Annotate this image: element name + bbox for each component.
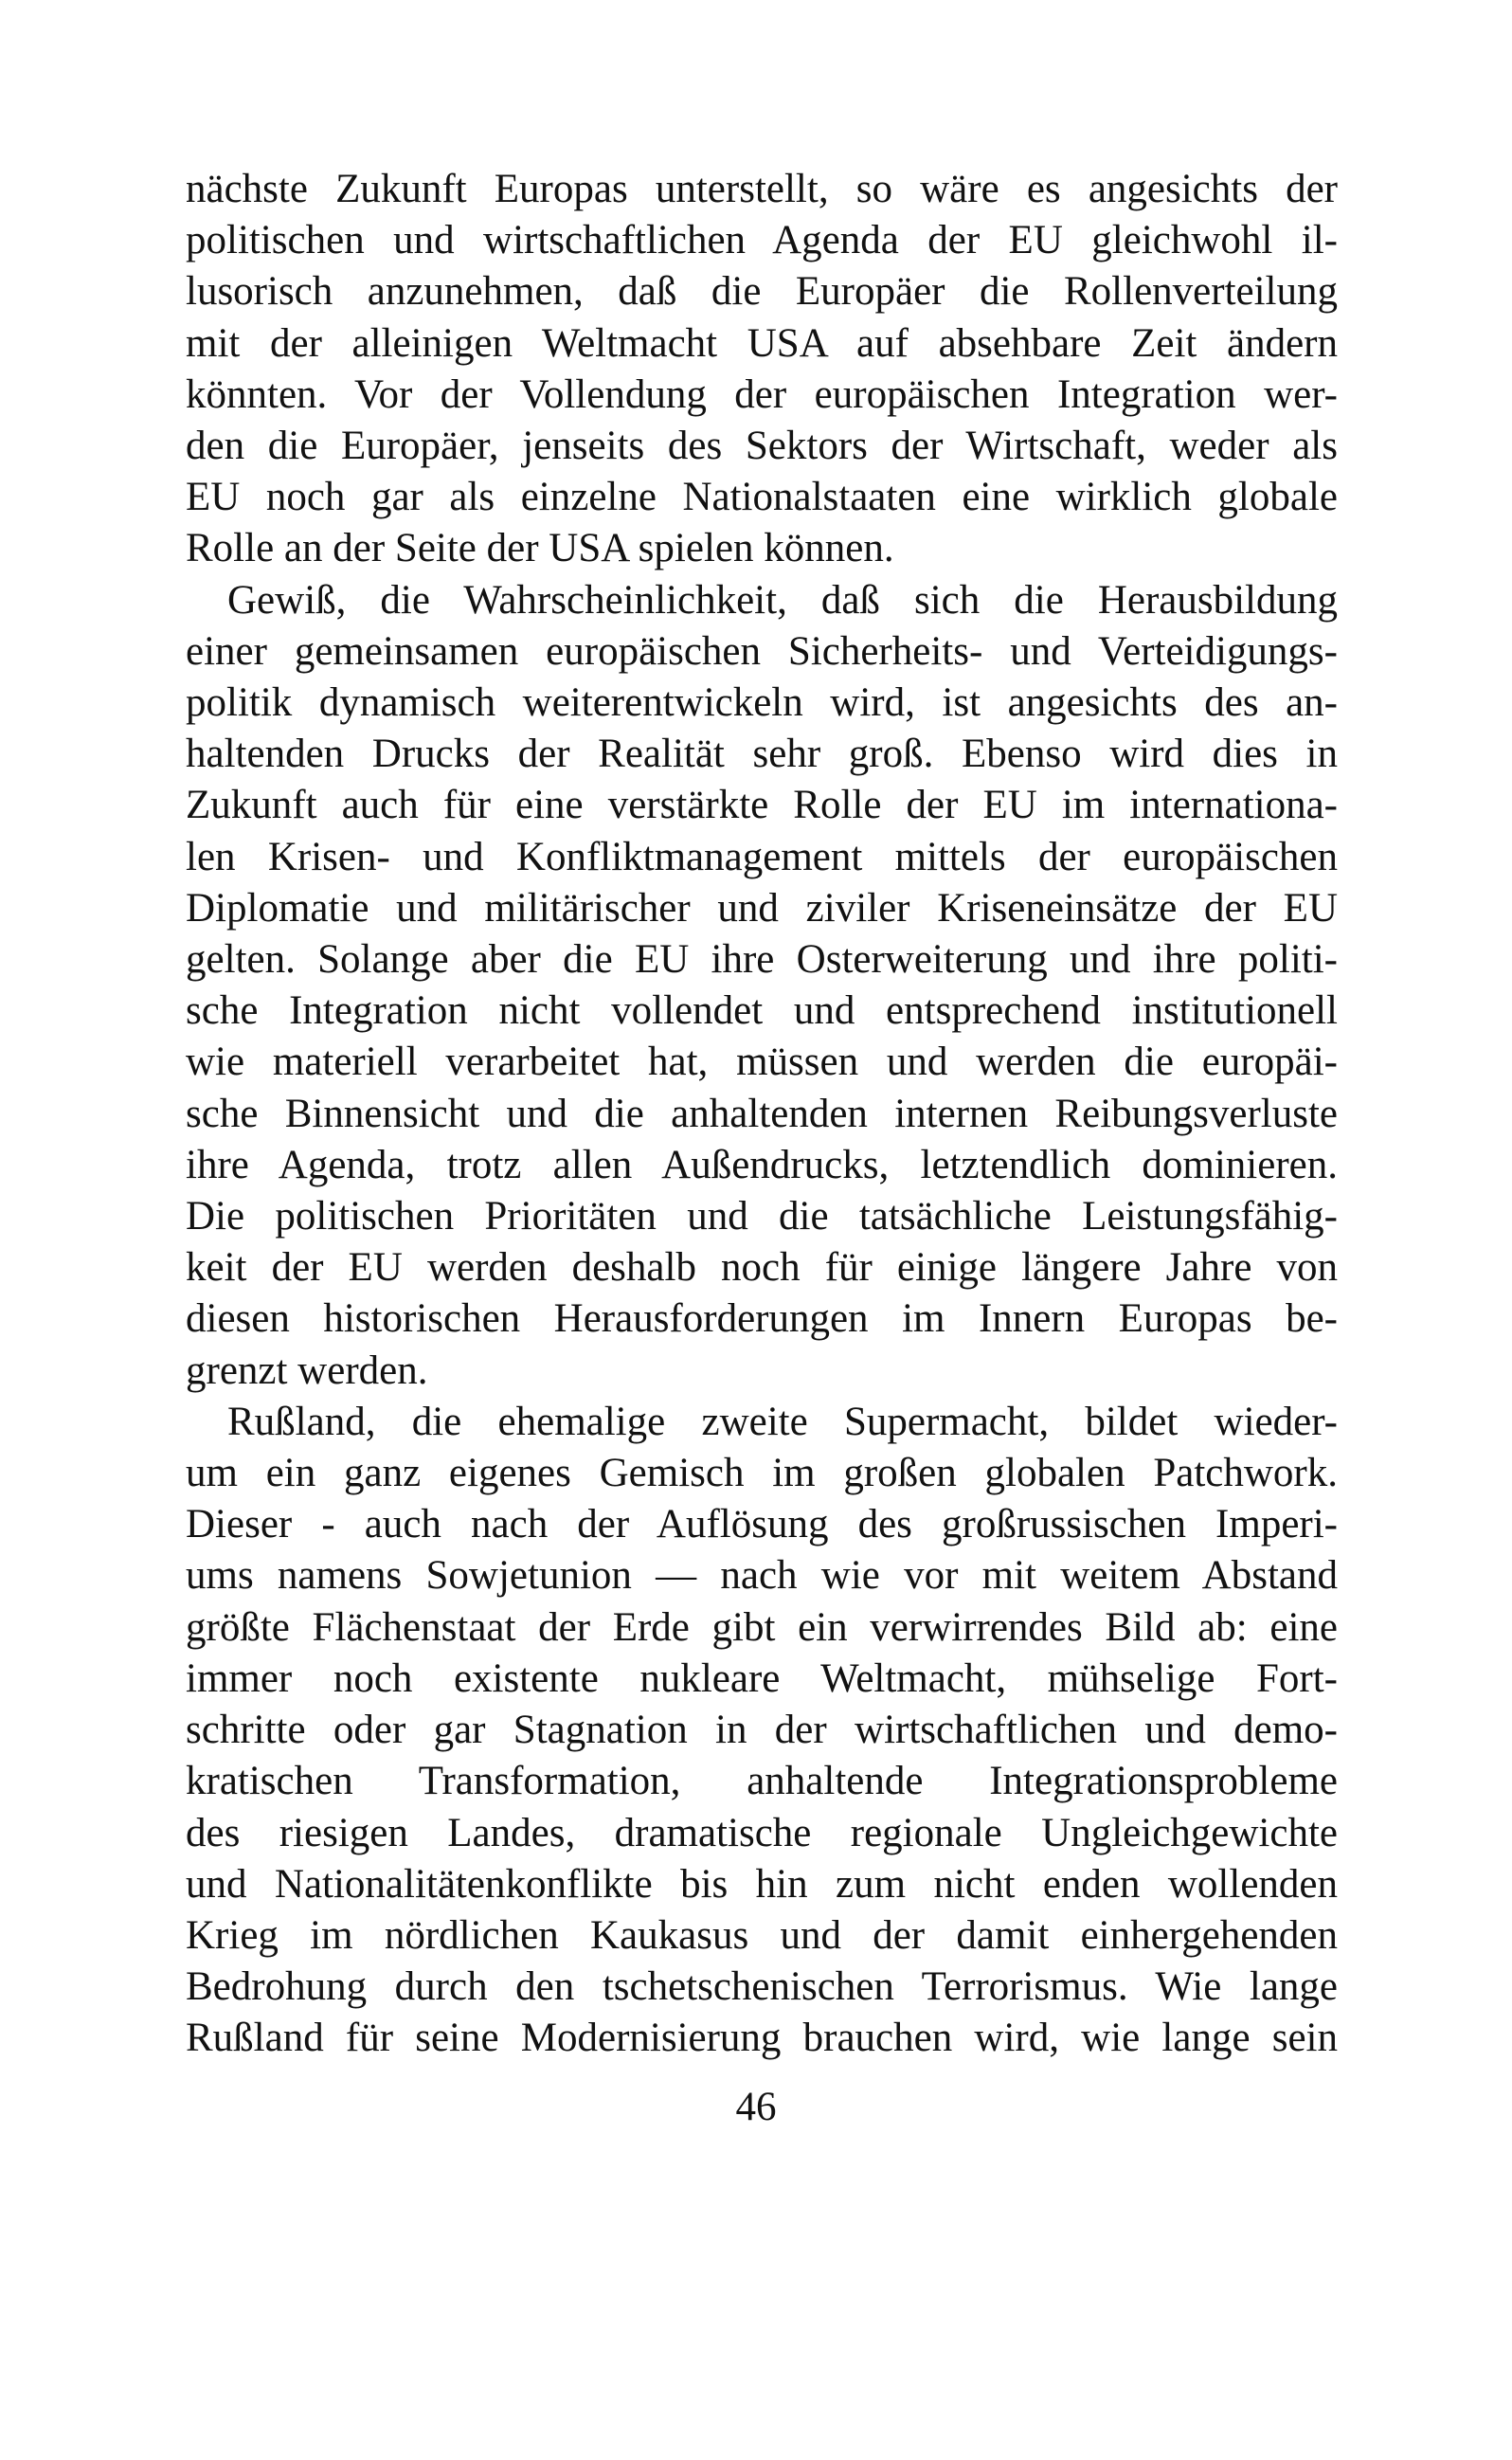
text-line: haltenden Drucks der Realität sehr groß. Ebenso wird dies in: [186, 732, 1338, 777]
text-line: kratischen Transformation, anhaltende Integrationsprobleme: [186, 1759, 1338, 1804]
text-line: Dieser - auch nach der Auflösung des großrussischen Imperi-: [186, 1502, 1338, 1547]
paragraph: [186, 164, 1338, 575]
text-line: mit der alleinigen Weltmacht USA auf absehbare Zeit ändern: [186, 320, 1338, 366]
text-line: wie materiell verarbeitet hat, müssen und werden die europäi-: [186, 1040, 1338, 1085]
text-line: immer noch existente nukleare Weltmacht, mühselige Fort-: [186, 1655, 1338, 1701]
text-line: Diplomatie und militärischer und ziviler Kriseneinsätze der EU: [186, 885, 1338, 931]
text-line: um ein ganz eigenes Gemisch im großen globalen Patchwork.: [186, 1451, 1338, 1496]
text-line: Gewiß, die Wahrscheinlichkeit, daß sich die Herausbildung: [227, 577, 1338, 623]
text-line: ums namens Sowjetunion — nach wie vor mit weitem Abstand: [186, 1553, 1338, 1599]
body-text: [186, 164, 1338, 2065]
paragraph: [186, 1397, 1338, 2065]
paragraph: [186, 575, 1338, 1397]
text-line: Die politischen Prioritäten und die tatsächliche Leistungsfähig-: [186, 1194, 1338, 1239]
text-line: größte Flächenstaat der Erde gibt ein verwirrendes Bild ab: eine: [186, 1604, 1338, 1650]
text-line: Rußland, die ehemalige zweite Supermacht, bildet wieder-: [227, 1399, 1338, 1444]
text-line: sche Integration nicht vollendet und entsprechend institutionell: [186, 988, 1338, 1034]
text-line: politischen und wirtschaftlichen Agenda der EU gleichwohl il-: [186, 218, 1338, 263]
text-line: diesen historischen Herausforderungen im Innern Europas be-: [186, 1296, 1338, 1342]
text-line: nächste Zukunft Europas unterstellt, so wäre es angesichts der: [186, 167, 1338, 211]
text-line: EU noch gar als einzelne Nationalstaaten eine wirklich globale: [186, 475, 1338, 520]
text-line: könnten. Vor der Vollendung der europäischen Integration wer-: [186, 371, 1338, 417]
text-line: des riesigen Landes, dramatische regionale Ungleichgewichte: [186, 1810, 1338, 1855]
text-line: grenzt werden.: [186, 1348, 428, 1393]
text-line: schritte oder gar Stagnation in der wirtschaftlichen und demo-: [186, 1708, 1338, 1753]
text-line: gelten. Solange aber die EU ihre Osterweiterung und ihre politi-: [186, 937, 1338, 983]
text-line: den die Europäer, jenseits des Sektors der Wirtschaft, weder als: [186, 424, 1338, 469]
text-line: keit der EU werden deshalb noch für einige längere Jahre von: [186, 1245, 1338, 1291]
text-line: ihre Agenda, trotz allen Außendrucks, letztendlich dominieren.: [186, 1142, 1338, 1187]
text-line: einer gemeinsamen europäischen Sicherheits- und Verteidigungs-: [186, 628, 1338, 674]
page-number: 46: [735, 2085, 777, 2129]
text-line: lusorisch anzunehmen, daß die Europäer die Rollenverteilung: [186, 269, 1338, 315]
text-line: Krieg im nördlichen Kaukasus und der damit einhergehenden: [186, 1912, 1338, 1958]
text-line: Zukunft auch für eine verstärkte Rolle der EU im internationa-: [186, 783, 1338, 828]
text-line: sche Binnensicht und die anhaltenden internen Reibungsverluste: [186, 1091, 1338, 1136]
text-line: Rolle an der Seite der USA spielen können.: [186, 526, 894, 571]
text-line: len Krisen- und Konfliktmanagement mittels der europäischen: [186, 834, 1338, 879]
text-line: und Nationalitätenkonflikte bis hin zum nicht enden wollenden: [186, 1861, 1338, 1907]
text-line: Rußland für seine Modernisierung brauchen wird, wie lange sein: [186, 2016, 1338, 2061]
text-line: Bedrohung durch den tschetschenischen Terrorismus. Wie lange: [186, 1964, 1338, 2010]
text-line: politik dynamisch weiterentwickeln wird, ist angesichts des an-: [186, 680, 1338, 726]
